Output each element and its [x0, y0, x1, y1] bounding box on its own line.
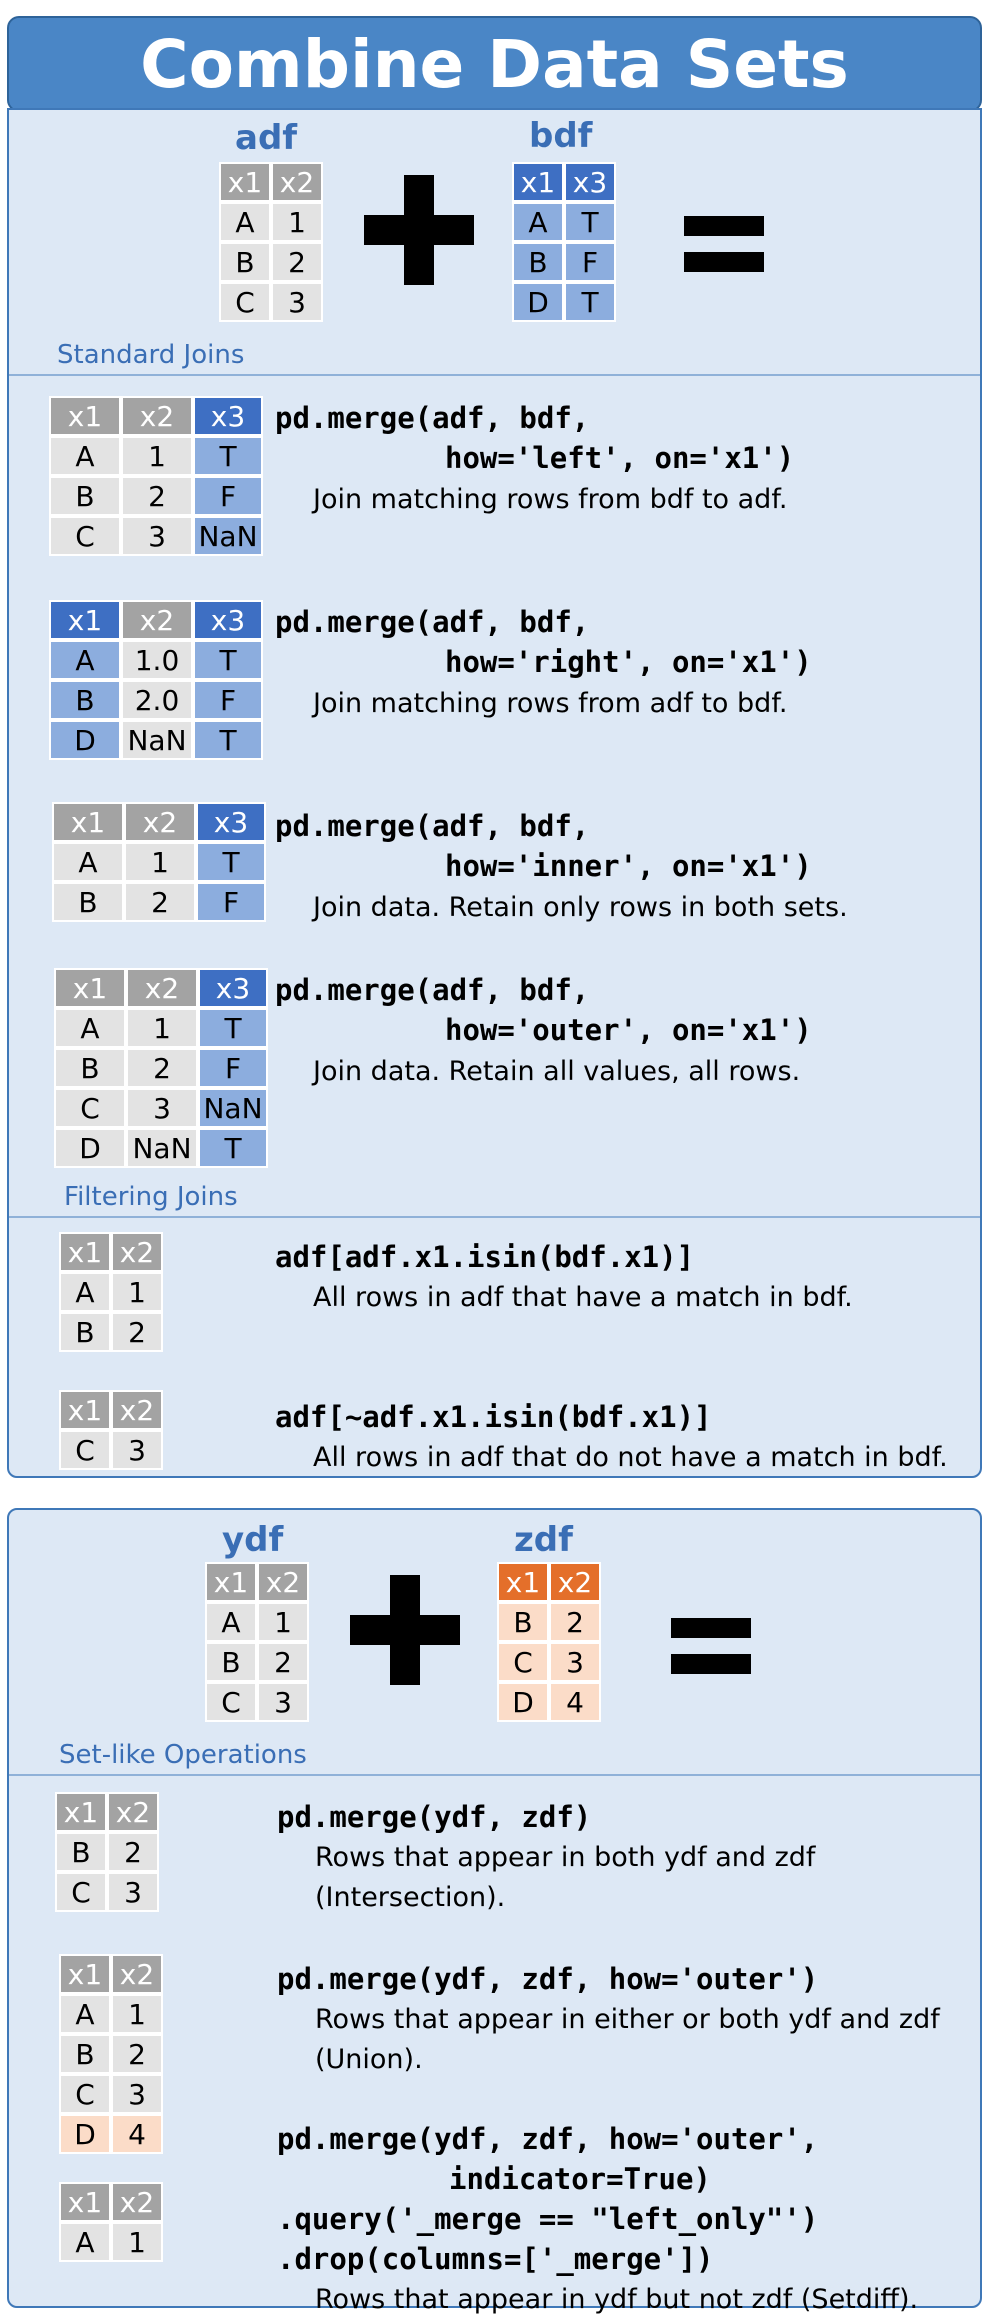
equals-icon	[671, 1618, 751, 1638]
setdiff-desc: Rows that appear in ydf but not zdf (Setdiff).	[315, 2284, 919, 2315]
section-standard-joins: Standard Joins	[57, 340, 245, 370]
table-cell: 3	[549, 1642, 601, 1682]
column-header: x2	[257, 1562, 309, 1602]
table-cell: 2	[124, 882, 196, 922]
table-cell: F	[196, 882, 266, 922]
table-cell: 1	[124, 842, 196, 882]
table-cell: 1.0	[121, 640, 193, 680]
column-header: x1	[497, 1562, 549, 1602]
table-cell: T	[198, 1008, 268, 1048]
table-cell: D	[497, 1682, 549, 1722]
equals-icon-bar	[684, 252, 764, 272]
anti-join-code: adf[~adf.x1.isin(bdf.x1)]	[275, 1400, 712, 1434]
table-cell: D	[54, 1128, 126, 1168]
table-cell: 2.0	[121, 680, 193, 720]
bdf-table	[512, 162, 616, 322]
outer-join-desc: Join data. Retain all values, all rows.	[313, 1056, 801, 1087]
intersection-table	[55, 1792, 159, 1912]
table-cell: 2	[271, 242, 323, 282]
table-cell: A	[54, 1008, 126, 1048]
table-cell: 4	[111, 2114, 163, 2154]
column-header: x1	[219, 162, 271, 202]
table-cell: 1	[111, 1994, 163, 2034]
column-header: x2	[121, 600, 193, 640]
column-header: x3	[564, 162, 616, 202]
column-header: x2	[111, 2182, 163, 2222]
left-join-code-line2: how='left', on='x1')	[445, 441, 795, 475]
union-code: pd.merge(ydf, zdf, how='outer')	[277, 1962, 819, 1996]
column-header: x1	[52, 802, 124, 842]
setdiff-code-line3: .query('_merge == "left_only"')	[277, 2202, 819, 2236]
column-header: x2	[124, 802, 196, 842]
column-header: x1	[59, 1954, 111, 1994]
union-table	[59, 1954, 163, 2154]
equals-icon	[684, 216, 764, 236]
table-cell: NaN	[193, 516, 263, 556]
table-cell: 3	[126, 1088, 198, 1128]
column-header: x2	[111, 1232, 163, 1272]
right-join-table	[49, 600, 263, 760]
table-cell: A	[59, 1272, 111, 1312]
union-desc-line1: Rows that appear in either or both ydf and zdf	[315, 2004, 940, 2035]
table-cell: 1	[271, 202, 323, 242]
table-cell: B	[52, 882, 124, 922]
column-header: x1	[59, 1232, 111, 1272]
table-cell: 1	[111, 1272, 163, 1312]
table-cell: B	[497, 1602, 549, 1642]
equals-icon-bar	[671, 1654, 751, 1674]
table-cell: 2	[111, 1312, 163, 1352]
table-cell: 1	[126, 1008, 198, 1048]
left-join-desc: Join matching rows from bdf to adf.	[313, 484, 788, 515]
table-cell: 2	[107, 1832, 159, 1872]
table-cell: 1	[121, 436, 193, 476]
section-set-operations: Set-like Operations	[59, 1740, 307, 1770]
column-header: x3	[193, 396, 263, 436]
column-header: x3	[196, 802, 266, 842]
table-cell: C	[59, 2074, 111, 2114]
anti-join-desc: All rows in adf that do not have a match in bdf.	[313, 1442, 948, 1473]
table-cell: C	[55, 1872, 107, 1912]
table-cell: T	[193, 720, 263, 760]
section-filtering-joins: Filtering Joins	[64, 1182, 238, 1212]
table-cell: NaN	[126, 1128, 198, 1168]
table-cell: 4	[549, 1682, 601, 1722]
table-cell: A	[59, 2222, 111, 2262]
table-cell: B	[219, 242, 271, 282]
table-cell: 2	[257, 1642, 309, 1682]
table-cell: 3	[271, 282, 323, 322]
table-cell: A	[52, 842, 124, 882]
column-header: x1	[54, 968, 126, 1008]
column-header: x3	[198, 968, 268, 1008]
table-cell: F	[193, 680, 263, 720]
table-cell: T	[193, 640, 263, 680]
column-header: x1	[59, 2182, 111, 2222]
column-header: x1	[59, 1390, 111, 1430]
left-join-table	[49, 396, 263, 556]
table-cell: D	[59, 2114, 111, 2154]
table-cell: 3	[107, 1872, 159, 1912]
table-cell: 1	[257, 1602, 309, 1642]
column-header: x1	[49, 600, 121, 640]
column-header: x2	[111, 1954, 163, 1994]
column-header: x2	[271, 162, 323, 202]
table-cell: B	[49, 476, 121, 516]
table-cell: B	[512, 242, 564, 282]
table-cell: NaN	[121, 720, 193, 760]
table-cell: 2	[121, 476, 193, 516]
column-header: x1	[55, 1792, 107, 1832]
table-cell: A	[219, 202, 271, 242]
right-join-code-line2: how='right', on='x1')	[445, 645, 812, 679]
setdiff-table	[59, 2182, 163, 2262]
ydf-table	[205, 1562, 309, 1722]
table-cell: A	[49, 640, 121, 680]
right-join-code-line1: pd.merge(adf, bdf,	[275, 605, 590, 639]
table-cell: D	[512, 282, 564, 322]
zdf-name: zdf	[514, 1520, 573, 1560]
column-header: x1	[49, 396, 121, 436]
table-cell: A	[205, 1602, 257, 1642]
semi-join-code: adf[adf.x1.isin(bdf.x1)]	[275, 1240, 695, 1274]
column-header: x2	[111, 1390, 163, 1430]
semi-join-desc: All rows in adf that have a match in bdf.	[313, 1282, 853, 1313]
intersection-desc-line2: (Intersection).	[315, 1882, 506, 1913]
right-join-desc: Join matching rows from adf to bdf.	[313, 688, 788, 719]
plus-icon-bar	[350, 1615, 460, 1645]
column-header: x2	[121, 396, 193, 436]
intersection-code: pd.merge(ydf, zdf)	[277, 1800, 592, 1834]
column-header: x2	[107, 1792, 159, 1832]
table-cell: C	[219, 282, 271, 322]
table-cell: B	[59, 1312, 111, 1352]
table-cell: B	[205, 1642, 257, 1682]
setdiff-code-line4: .drop(columns=['_merge'])	[277, 2242, 714, 2276]
set-operations-panel	[7, 1508, 982, 2315]
table-cell: 2	[126, 1048, 198, 1088]
divider	[9, 1216, 980, 1218]
table-cell: 2	[111, 2034, 163, 2074]
inner-join-code-line2: how='inner', on='x1')	[445, 849, 812, 883]
table-cell: A	[49, 436, 121, 476]
bdf-name: bdf	[529, 116, 593, 156]
semi-join-table	[59, 1232, 163, 1352]
zdf-table	[497, 1562, 601, 1722]
divider	[9, 374, 980, 376]
anti-join-table	[59, 1390, 163, 1470]
table-cell: 2	[549, 1602, 601, 1642]
inner-join-desc: Join data. Retain only rows in both sets.	[313, 892, 848, 923]
ydf-name: ydf	[222, 1520, 284, 1560]
inner-join-code-line1: pd.merge(adf, bdf,	[275, 809, 590, 843]
divider	[9, 1774, 980, 1776]
table-cell: 3	[111, 2074, 163, 2114]
table-cell: 3	[111, 1430, 163, 1470]
table-cell: C	[497, 1642, 549, 1682]
table-cell: 1	[111, 2222, 163, 2262]
table-cell: 3	[257, 1682, 309, 1722]
union-desc-line2: (Union).	[315, 2044, 423, 2075]
column-header: x1	[512, 162, 564, 202]
table-cell: C	[205, 1682, 257, 1722]
outer-join-code-line1: pd.merge(adf, bdf,	[275, 973, 590, 1007]
table-cell: T	[196, 842, 266, 882]
table-cell: D	[49, 720, 121, 760]
setdiff-code-line2: indicator=True)	[449, 2162, 711, 2196]
table-cell: B	[54, 1048, 126, 1088]
column-header: x2	[549, 1562, 601, 1602]
table-cell: F	[198, 1048, 268, 1088]
column-header: x3	[193, 600, 263, 640]
table-cell: T	[193, 436, 263, 476]
table-cell: T	[564, 202, 616, 242]
plus-icon-bar	[364, 215, 474, 245]
intersection-desc-line1: Rows that appear in both ydf and zdf	[315, 1842, 816, 1873]
table-cell: B	[55, 1832, 107, 1872]
title-bar	[7, 16, 982, 112]
inner-join-table	[52, 802, 266, 922]
table-cell: A	[59, 1994, 111, 2034]
outer-join-table	[54, 968, 268, 1168]
table-cell: A	[512, 202, 564, 242]
table-cell: T	[198, 1128, 268, 1168]
left-join-code-line1: pd.merge(adf, bdf,	[275, 401, 590, 435]
table-cell: 3	[121, 516, 193, 556]
column-header: x1	[205, 1562, 257, 1602]
table-cell: B	[49, 680, 121, 720]
table-cell: F	[193, 476, 263, 516]
adf-name: adf	[235, 118, 298, 158]
table-cell: NaN	[198, 1088, 268, 1128]
table-cell: T	[564, 282, 616, 322]
table-cell: F	[564, 242, 616, 282]
table-cell: B	[59, 2034, 111, 2074]
column-header: x2	[126, 968, 198, 1008]
page-title: Combine Data Sets	[140, 25, 849, 103]
adf-table	[219, 162, 323, 322]
outer-join-code-line2: how='outer', on='x1')	[445, 1013, 812, 1047]
setdiff-code-line1: pd.merge(ydf, zdf, how='outer',	[277, 2122, 819, 2156]
table-cell: C	[59, 1430, 111, 1470]
joins-panel	[7, 108, 982, 1478]
table-cell: C	[54, 1088, 126, 1128]
table-cell: C	[49, 516, 121, 556]
